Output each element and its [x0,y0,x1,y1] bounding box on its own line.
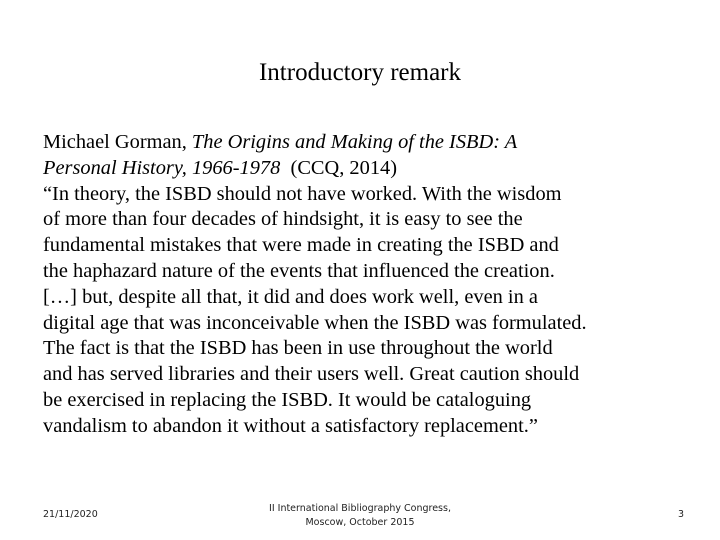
quote-line: and has served libraries and their users well. Great caution should [43,363,580,386]
slide-title: Introductory remark [258,59,461,86]
footer-event-line-2: Moscow, October 2015 [305,517,415,528]
quote-line: be exercised in replacing the ISBD. It would be cataloguing [43,388,532,411]
citation-author: Michael Gorman, [43,131,192,153]
citation-publisher: (CCQ, 2014) [280,156,398,179]
quote-line: The fact is that the ISBD has been in use throughout the world [43,337,553,360]
page-number: 3 [677,509,684,520]
citation-work-title-2: Personal History, 1966-1978 [43,156,281,179]
footer-event [240,502,480,530]
citation-line-1 [43,130,693,156]
quote-line: the haphazard nature of the events that influenced the creation. [43,259,555,282]
quote-line: “In theory, the ISBD should not have worked. With the wisdom [43,182,562,205]
footer-event-line-1: II International Bibliography Congress, [269,503,451,514]
footer-date: 21/11/2020 [43,509,98,520]
quote-line: vandalism to abandon it without a satisfactory replacement.” [43,414,538,437]
quote-line: […] but, despite all that, it did and does work well, even in a [43,285,538,308]
quote-line: fundamental mistakes that were made in creating the ISBD and [43,234,559,257]
slide-body [43,130,693,440]
citation-line-2 [43,156,693,182]
quote-line: of more than four decades of hindsight, it is easy to see the [43,208,523,231]
citation-work-title-1: The Origins and Making of the ISBD: A [191,131,518,153]
quote-line: digital age that was inconceivable when the ISBD was formulated. [43,311,587,334]
